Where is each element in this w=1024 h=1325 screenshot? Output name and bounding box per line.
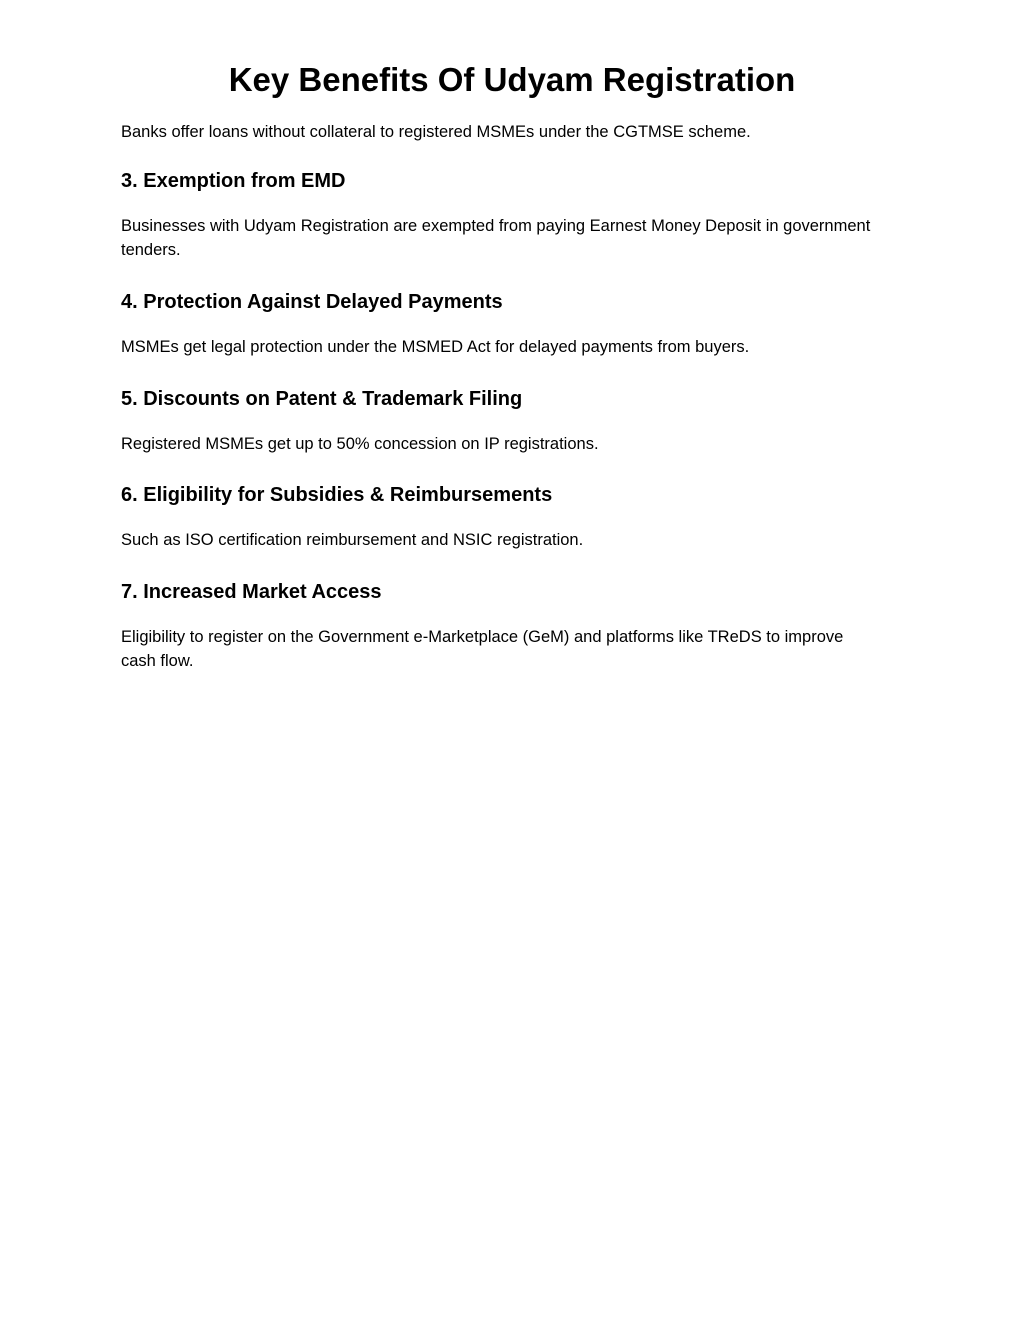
page-title: Key Benefits Of Udyam Registration [228,61,796,98]
section-heading: 4. Protection Against Delayed Payments [121,291,503,313]
section-heading: 3. Exemption from EMD [121,170,346,192]
section-heading: 7. Increased Market Access [121,581,382,603]
section-delayed-payments [121,289,881,359]
section-market-access [121,579,881,673]
section-emd-exemption [121,168,881,262]
section-heading: 5. Discounts on Patent & Trademark Filing [121,388,523,410]
section-subsidies [121,482,881,552]
section-body: Eligibility to register on the Government e-Marketplace (GeM) and platforms like TReDS to improve cash flow. [121,628,844,670]
section-body: Such as ISO certification reimbursement and NSIC registration. [121,531,584,549]
section-heading: 6. Eligibility for Subsidies & Reimbursements [121,484,553,506]
intro-paragraph: Banks offer loans without collateral to registered MSMEs under the CGTMSE scheme. [121,123,751,141]
section-body: Registered MSMEs get up to 50% concession on IP registrations. [121,435,599,453]
section-body: Businesses with Udyam Registration are exempted from paying Earnest Money Deposit in government tenders. [121,217,871,259]
section-body: MSMEs get legal protection under the MSMED Act for delayed payments from buyers. [121,338,750,356]
section-patent-discounts [121,386,881,456]
